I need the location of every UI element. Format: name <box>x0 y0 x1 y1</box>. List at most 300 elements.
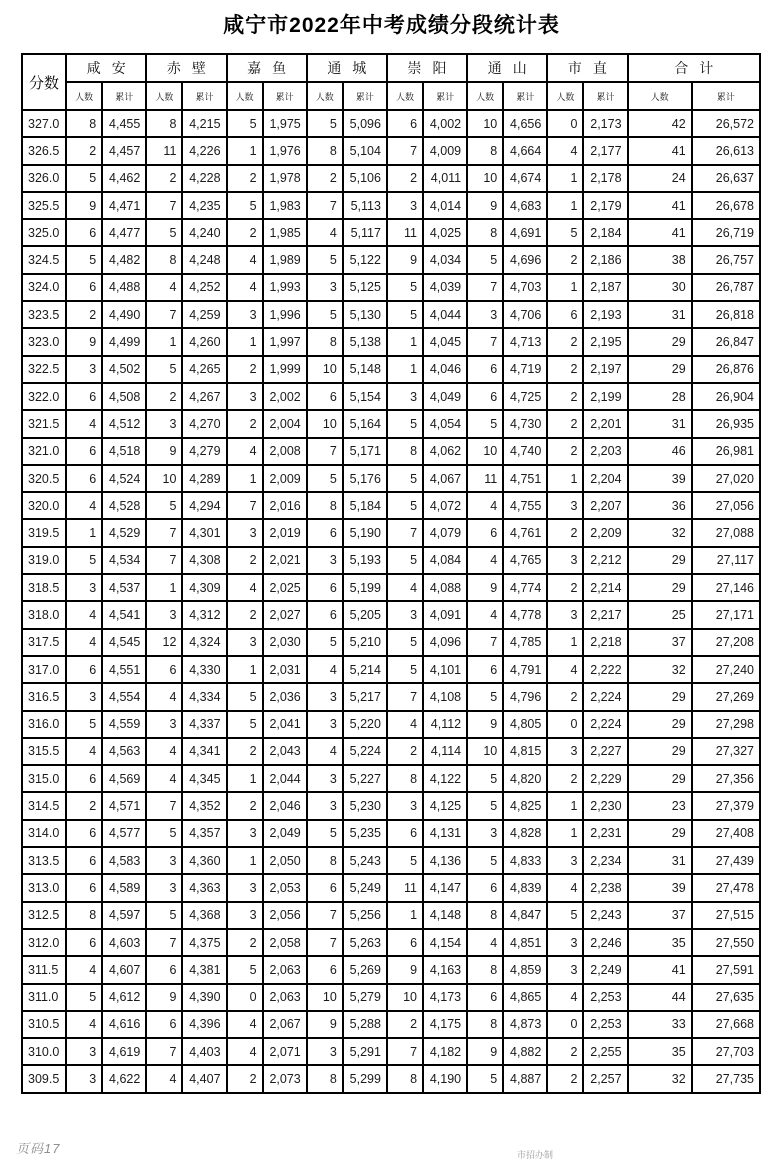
cumulative-cell: 4,512 <box>102 410 146 437</box>
cumulative-cell: 4,163 <box>423 956 467 983</box>
count-cell: 9 <box>467 1038 503 1065</box>
count-cell: 5 <box>467 765 503 792</box>
cumulative-cell: 4,683 <box>503 192 547 219</box>
count-cell: 1 <box>227 328 263 355</box>
region-header-tongshan: 通山 <box>467 54 547 82</box>
count-cell: 6 <box>467 874 503 901</box>
count-cell: 6 <box>66 219 102 246</box>
score-cell: 310.0 <box>22 1038 66 1065</box>
count-cell: 2 <box>227 165 263 192</box>
count-cell: 7 <box>387 1038 423 1065</box>
cumulative-cell: 5,117 <box>343 219 387 246</box>
count-cell: 10 <box>467 165 503 192</box>
count-cell: 4 <box>467 547 503 574</box>
cumulative-cell: 2,046 <box>263 792 307 819</box>
count-cell: 12 <box>146 629 182 656</box>
count-cell: 9 <box>66 328 102 355</box>
cumulative-cell: 4,541 <box>102 601 146 628</box>
count-cell: 6 <box>66 383 102 410</box>
cumulative-cell: 2,073 <box>263 1065 307 1092</box>
count-cell: 5 <box>66 547 102 574</box>
cumulative-cell: 4,002 <box>423 110 467 137</box>
score-cell: 322.5 <box>22 356 66 383</box>
cumulative-cell: 27,668 <box>692 1011 760 1038</box>
cumulative-sub-header: 累计 <box>102 82 146 110</box>
count-cell: 30 <box>628 274 692 301</box>
cumulative-cell: 4,597 <box>102 902 146 929</box>
count-cell: 1 <box>227 847 263 874</box>
cumulative-cell: 4,569 <box>102 765 146 792</box>
count-cell: 24 <box>628 165 692 192</box>
region-header-shizhi: 市直 <box>547 54 627 82</box>
cumulative-cell: 27,735 <box>692 1065 760 1092</box>
count-cell: 2 <box>146 165 182 192</box>
cumulative-cell: 27,439 <box>692 847 760 874</box>
cumulative-cell: 4,148 <box>423 902 467 929</box>
cumulative-cell: 26,613 <box>692 137 760 164</box>
count-cell: 5 <box>387 492 423 519</box>
cumulative-cell: 4,363 <box>182 874 226 901</box>
count-cell: 8 <box>467 219 503 246</box>
count-cell: 6 <box>66 847 102 874</box>
score-cell: 314.5 <box>22 792 66 819</box>
region-header-xianan: 咸安 <box>66 54 146 82</box>
cumulative-cell: 5,299 <box>343 1065 387 1092</box>
cumulative-cell: 4,381 <box>182 956 226 983</box>
cumulative-cell: 4,518 <box>102 438 146 465</box>
cumulative-cell: 26,787 <box>692 274 760 301</box>
count-cell: 35 <box>628 929 692 956</box>
count-cell: 3 <box>387 792 423 819</box>
count-cell: 7 <box>307 192 343 219</box>
cumulative-cell: 4,622 <box>102 1065 146 1092</box>
cumulative-cell: 4,882 <box>503 1038 547 1065</box>
count-cell: 5 <box>227 683 263 710</box>
count-cell: 29 <box>628 711 692 738</box>
cumulative-cell: 4,136 <box>423 847 467 874</box>
cumulative-cell: 4,713 <box>503 328 547 355</box>
score-cell: 312.0 <box>22 929 66 956</box>
count-cell: 10 <box>387 984 423 1011</box>
count-cell: 2 <box>547 383 583 410</box>
cumulative-cell: 4,122 <box>423 765 467 792</box>
cumulative-cell: 2,243 <box>583 902 627 929</box>
count-cell: 3 <box>387 192 423 219</box>
table-row <box>22 328 760 355</box>
count-cell: 4 <box>146 1065 182 1092</box>
cumulative-cell: 27,408 <box>692 820 760 847</box>
cumulative-cell: 27,379 <box>692 792 760 819</box>
count-cell: 8 <box>307 492 343 519</box>
count-cell: 33 <box>628 1011 692 1038</box>
count-cell: 6 <box>66 274 102 301</box>
count-cell: 3 <box>146 847 182 874</box>
cumulative-cell: 2,043 <box>263 738 307 765</box>
cumulative-cell: 4,182 <box>423 1038 467 1065</box>
count-cell: 41 <box>628 956 692 983</box>
cumulative-cell: 2,257 <box>583 1065 627 1092</box>
count-cell: 4 <box>66 956 102 983</box>
count-cell: 7 <box>307 929 343 956</box>
cumulative-sub-header: 累计 <box>263 82 307 110</box>
cumulative-cell: 1,989 <box>263 246 307 273</box>
count-cell: 3 <box>387 601 423 628</box>
score-cell: 323.0 <box>22 328 66 355</box>
cumulative-cell: 4,337 <box>182 711 226 738</box>
cumulative-cell: 2,056 <box>263 902 307 929</box>
cumulative-cell: 5,210 <box>343 629 387 656</box>
cumulative-cell: 4,390 <box>182 984 226 1011</box>
cumulative-cell: 27,703 <box>692 1038 760 1065</box>
count-cell: 1 <box>387 356 423 383</box>
cumulative-cell: 4,755 <box>503 492 547 519</box>
count-cell: 4 <box>307 656 343 683</box>
cumulative-cell: 4,719 <box>503 356 547 383</box>
count-cell: 5 <box>66 711 102 738</box>
table-row <box>22 929 760 956</box>
count-cell: 5 <box>227 711 263 738</box>
cumulative-cell: 2,186 <box>583 246 627 273</box>
count-cell: 9 <box>387 956 423 983</box>
count-cell: 5 <box>467 246 503 273</box>
count-cell: 10 <box>307 356 343 383</box>
count-cell: 1 <box>547 465 583 492</box>
count-cell: 5 <box>66 165 102 192</box>
count-cell: 5 <box>307 629 343 656</box>
count-cell: 5 <box>467 792 503 819</box>
cumulative-cell: 27,020 <box>692 465 760 492</box>
count-cell: 11 <box>387 219 423 246</box>
count-cell: 5 <box>307 110 343 137</box>
count-cell: 3 <box>307 274 343 301</box>
count-cell: 31 <box>628 847 692 874</box>
count-cell: 5 <box>227 110 263 137</box>
cumulative-cell: 27,171 <box>692 601 760 628</box>
count-cell: 8 <box>387 1065 423 1092</box>
count-cell: 5 <box>146 219 182 246</box>
cumulative-cell: 2,201 <box>583 410 627 437</box>
cumulative-cell: 4,499 <box>102 328 146 355</box>
cumulative-cell: 4,571 <box>102 792 146 819</box>
cumulative-cell: 2,222 <box>583 656 627 683</box>
count-cell: 8 <box>307 847 343 874</box>
cumulative-cell: 4,765 <box>503 547 547 574</box>
table-header <box>22 54 760 110</box>
count-cell: 6 <box>66 438 102 465</box>
cumulative-cell: 4,259 <box>182 301 226 328</box>
count-cell: 6 <box>66 765 102 792</box>
count-cell: 29 <box>628 547 692 574</box>
cumulative-cell: 4,034 <box>423 246 467 273</box>
cumulative-cell: 2,027 <box>263 601 307 628</box>
score-cell: 318.0 <box>22 601 66 628</box>
cumulative-cell: 4,559 <box>102 711 146 738</box>
cumulative-cell: 27,550 <box>692 929 760 956</box>
count-cell: 3 <box>146 601 182 628</box>
cumulative-cell: 4,524 <box>102 465 146 492</box>
count-cell: 5 <box>66 246 102 273</box>
count-cell: 3 <box>66 356 102 383</box>
count-cell: 41 <box>628 137 692 164</box>
cumulative-cell: 4,612 <box>102 984 146 1011</box>
count-cell: 8 <box>146 110 182 137</box>
cumulative-cell: 5,243 <box>343 847 387 874</box>
cumulative-cell: 4,114 <box>423 738 467 765</box>
cumulative-cell: 26,876 <box>692 356 760 383</box>
cumulative-cell: 27,635 <box>692 984 760 1011</box>
cumulative-cell: 2,224 <box>583 711 627 738</box>
cumulative-cell: 4,403 <box>182 1038 226 1065</box>
count-cell: 5 <box>547 902 583 929</box>
cumulative-cell: 5,249 <box>343 874 387 901</box>
count-cell: 28 <box>628 383 692 410</box>
count-cell: 29 <box>628 683 692 710</box>
count-cell: 3 <box>467 301 503 328</box>
cumulative-cell: 2,049 <box>263 820 307 847</box>
count-cell: 3 <box>547 956 583 983</box>
cumulative-cell: 26,637 <box>692 165 760 192</box>
score-cell: 323.5 <box>22 301 66 328</box>
count-cell: 4 <box>467 601 503 628</box>
cumulative-cell: 4,820 <box>503 765 547 792</box>
table-row <box>22 246 760 273</box>
count-cell: 2 <box>547 328 583 355</box>
cumulative-cell: 5,269 <box>343 956 387 983</box>
count-cell: 3 <box>467 820 503 847</box>
count-cell: 1 <box>547 274 583 301</box>
cumulative-cell: 26,935 <box>692 410 760 437</box>
count-cell: 5 <box>227 956 263 983</box>
cumulative-cell: 2,063 <box>263 956 307 983</box>
cumulative-cell: 27,208 <box>692 629 760 656</box>
region-header-tongcheng: 通城 <box>307 54 387 82</box>
cumulative-cell: 4,529 <box>102 519 146 546</box>
table-row <box>22 1038 760 1065</box>
cumulative-cell: 4,154 <box>423 929 467 956</box>
count-cell: 46 <box>628 438 692 465</box>
table-row <box>22 820 760 847</box>
cumulative-cell: 2,234 <box>583 847 627 874</box>
cumulative-cell: 2,063 <box>263 984 307 1011</box>
count-cell: 6 <box>66 465 102 492</box>
region-header-chibi: 赤壁 <box>146 54 226 82</box>
count-cell: 1 <box>227 465 263 492</box>
count-cell: 3 <box>146 410 182 437</box>
cumulative-cell: 5,176 <box>343 465 387 492</box>
cumulative-cell: 4,260 <box>182 328 226 355</box>
count-cell: 8 <box>66 110 102 137</box>
cumulative-cell: 5,263 <box>343 929 387 956</box>
count-cell: 6 <box>467 656 503 683</box>
count-sub-header: 人数 <box>547 82 583 110</box>
count-cell: 3 <box>547 847 583 874</box>
cumulative-cell: 4,537 <box>102 574 146 601</box>
score-cell: 317.0 <box>22 656 66 683</box>
score-cell: 316.5 <box>22 683 66 710</box>
cumulative-cell: 26,981 <box>692 438 760 465</box>
cumulative-cell: 4,267 <box>182 383 226 410</box>
table-row <box>22 301 760 328</box>
count-cell: 7 <box>227 492 263 519</box>
cumulative-cell: 4,357 <box>182 820 226 847</box>
cumulative-cell: 26,719 <box>692 219 760 246</box>
count-cell: 2 <box>307 165 343 192</box>
cumulative-cell: 4,147 <box>423 874 467 901</box>
cumulative-cell: 4,859 <box>503 956 547 983</box>
count-cell: 3 <box>307 683 343 710</box>
cumulative-cell: 4,054 <box>423 410 467 437</box>
count-cell: 6 <box>307 874 343 901</box>
cumulative-cell: 2,193 <box>583 301 627 328</box>
count-cell: 6 <box>66 874 102 901</box>
table-row <box>22 137 760 164</box>
cumulative-cell: 2,009 <box>263 465 307 492</box>
count-cell: 8 <box>387 765 423 792</box>
count-cell: 4 <box>66 410 102 437</box>
count-cell: 6 <box>387 929 423 956</box>
cumulative-cell: 2,204 <box>583 465 627 492</box>
cumulative-cell: 5,190 <box>343 519 387 546</box>
cumulative-cell: 2,197 <box>583 356 627 383</box>
cumulative-cell: 5,214 <box>343 656 387 683</box>
cumulative-cell: 2,036 <box>263 683 307 710</box>
count-cell: 8 <box>307 137 343 164</box>
count-cell: 5 <box>387 847 423 874</box>
region-header-row <box>22 54 760 82</box>
table-row <box>22 1065 760 1092</box>
count-cell: 5 <box>146 902 182 929</box>
count-cell: 2 <box>387 1011 423 1038</box>
cumulative-cell: 2,230 <box>583 792 627 819</box>
cumulative-cell: 4,545 <box>102 629 146 656</box>
count-sub-header: 人数 <box>307 82 343 110</box>
cumulative-cell: 2,195 <box>583 328 627 355</box>
cumulative-cell: 4,761 <box>503 519 547 546</box>
score-cell: 326.0 <box>22 165 66 192</box>
cumulative-cell: 4,607 <box>102 956 146 983</box>
cumulative-cell: 4,279 <box>182 438 226 465</box>
count-cell: 39 <box>628 465 692 492</box>
cumulative-cell: 27,056 <box>692 492 760 519</box>
cumulative-cell: 2,016 <box>263 492 307 519</box>
cumulative-cell: 4,706 <box>503 301 547 328</box>
count-sub-header: 人数 <box>66 82 102 110</box>
cumulative-cell: 4,778 <box>503 601 547 628</box>
count-cell: 2 <box>227 547 263 574</box>
cumulative-cell: 2,008 <box>263 438 307 465</box>
count-cell: 1 <box>387 328 423 355</box>
count-cell: 29 <box>628 765 692 792</box>
cumulative-cell: 4,312 <box>182 601 226 628</box>
cumulative-cell: 4,248 <box>182 246 226 273</box>
count-cell: 6 <box>467 383 503 410</box>
count-cell: 2 <box>547 410 583 437</box>
count-cell: 4 <box>227 1038 263 1065</box>
cumulative-cell: 2,214 <box>583 574 627 601</box>
cumulative-cell: 2,255 <box>583 1038 627 1065</box>
count-cell: 2 <box>227 929 263 956</box>
region-header-jiayu: 嘉鱼 <box>227 54 307 82</box>
count-cell: 5 <box>66 984 102 1011</box>
cumulative-cell: 4,477 <box>102 219 146 246</box>
cumulative-cell: 4,462 <box>102 165 146 192</box>
cumulative-cell: 4,190 <box>423 1065 467 1092</box>
cumulative-cell: 2,019 <box>263 519 307 546</box>
score-cell: 312.5 <box>22 902 66 929</box>
score-cell: 318.5 <box>22 574 66 601</box>
cumulative-cell: 4,865 <box>503 984 547 1011</box>
count-cell: 9 <box>467 192 503 219</box>
cumulative-cell: 2,224 <box>583 683 627 710</box>
count-cell: 5 <box>146 356 182 383</box>
count-cell: 2 <box>227 792 263 819</box>
count-cell: 5 <box>307 820 343 847</box>
count-cell: 2 <box>547 765 583 792</box>
score-column-header: 分数 <box>22 54 66 110</box>
cumulative-cell: 4,096 <box>423 629 467 656</box>
count-cell: 2 <box>387 165 423 192</box>
cumulative-cell: 4,375 <box>182 929 226 956</box>
count-cell: 2 <box>66 301 102 328</box>
count-cell: 5 <box>547 219 583 246</box>
count-cell: 39 <box>628 874 692 901</box>
cumulative-cell: 2,004 <box>263 410 307 437</box>
cumulative-cell: 4,265 <box>182 356 226 383</box>
table-row <box>22 165 760 192</box>
count-cell: 8 <box>66 902 102 929</box>
cumulative-cell: 5,171 <box>343 438 387 465</box>
table-row <box>22 738 760 765</box>
count-cell: 4 <box>66 601 102 628</box>
cumulative-cell: 26,757 <box>692 246 760 273</box>
count-cell: 1 <box>547 629 583 656</box>
score-cell: 320.5 <box>22 465 66 492</box>
count-cell: 23 <box>628 792 692 819</box>
count-cell: 1 <box>227 656 263 683</box>
count-cell: 7 <box>387 683 423 710</box>
cumulative-cell: 5,217 <box>343 683 387 710</box>
score-cell: 309.5 <box>22 1065 66 1092</box>
cumulative-cell: 5,199 <box>343 574 387 601</box>
count-cell: 0 <box>547 711 583 738</box>
count-cell: 3 <box>307 711 343 738</box>
count-cell: 3 <box>227 519 263 546</box>
count-cell: 4 <box>227 438 263 465</box>
table-row <box>22 383 760 410</box>
page-number-label: 页码17 <box>16 1141 61 1156</box>
count-cell: 35 <box>628 1038 692 1065</box>
count-cell: 5 <box>387 629 423 656</box>
count-cell: 1 <box>547 792 583 819</box>
count-cell: 7 <box>467 328 503 355</box>
cumulative-cell: 2,041 <box>263 711 307 738</box>
cumulative-cell: 5,291 <box>343 1038 387 1065</box>
cumulative-cell: 4,616 <box>102 1011 146 1038</box>
count-cell: 7 <box>146 929 182 956</box>
count-cell: 4 <box>467 929 503 956</box>
cumulative-cell: 5,230 <box>343 792 387 819</box>
region-header-total: 合计 <box>628 54 760 82</box>
count-cell: 2 <box>547 1038 583 1065</box>
cumulative-cell: 5,138 <box>343 328 387 355</box>
score-cell: 319.0 <box>22 547 66 574</box>
count-cell: 6 <box>66 929 102 956</box>
count-cell: 0 <box>547 1011 583 1038</box>
count-cell: 10 <box>146 465 182 492</box>
cumulative-cell: 2,199 <box>583 383 627 410</box>
page-title: 咸宁市2022年中考成绩分段统计表 <box>223 14 560 37</box>
count-cell: 8 <box>146 246 182 273</box>
